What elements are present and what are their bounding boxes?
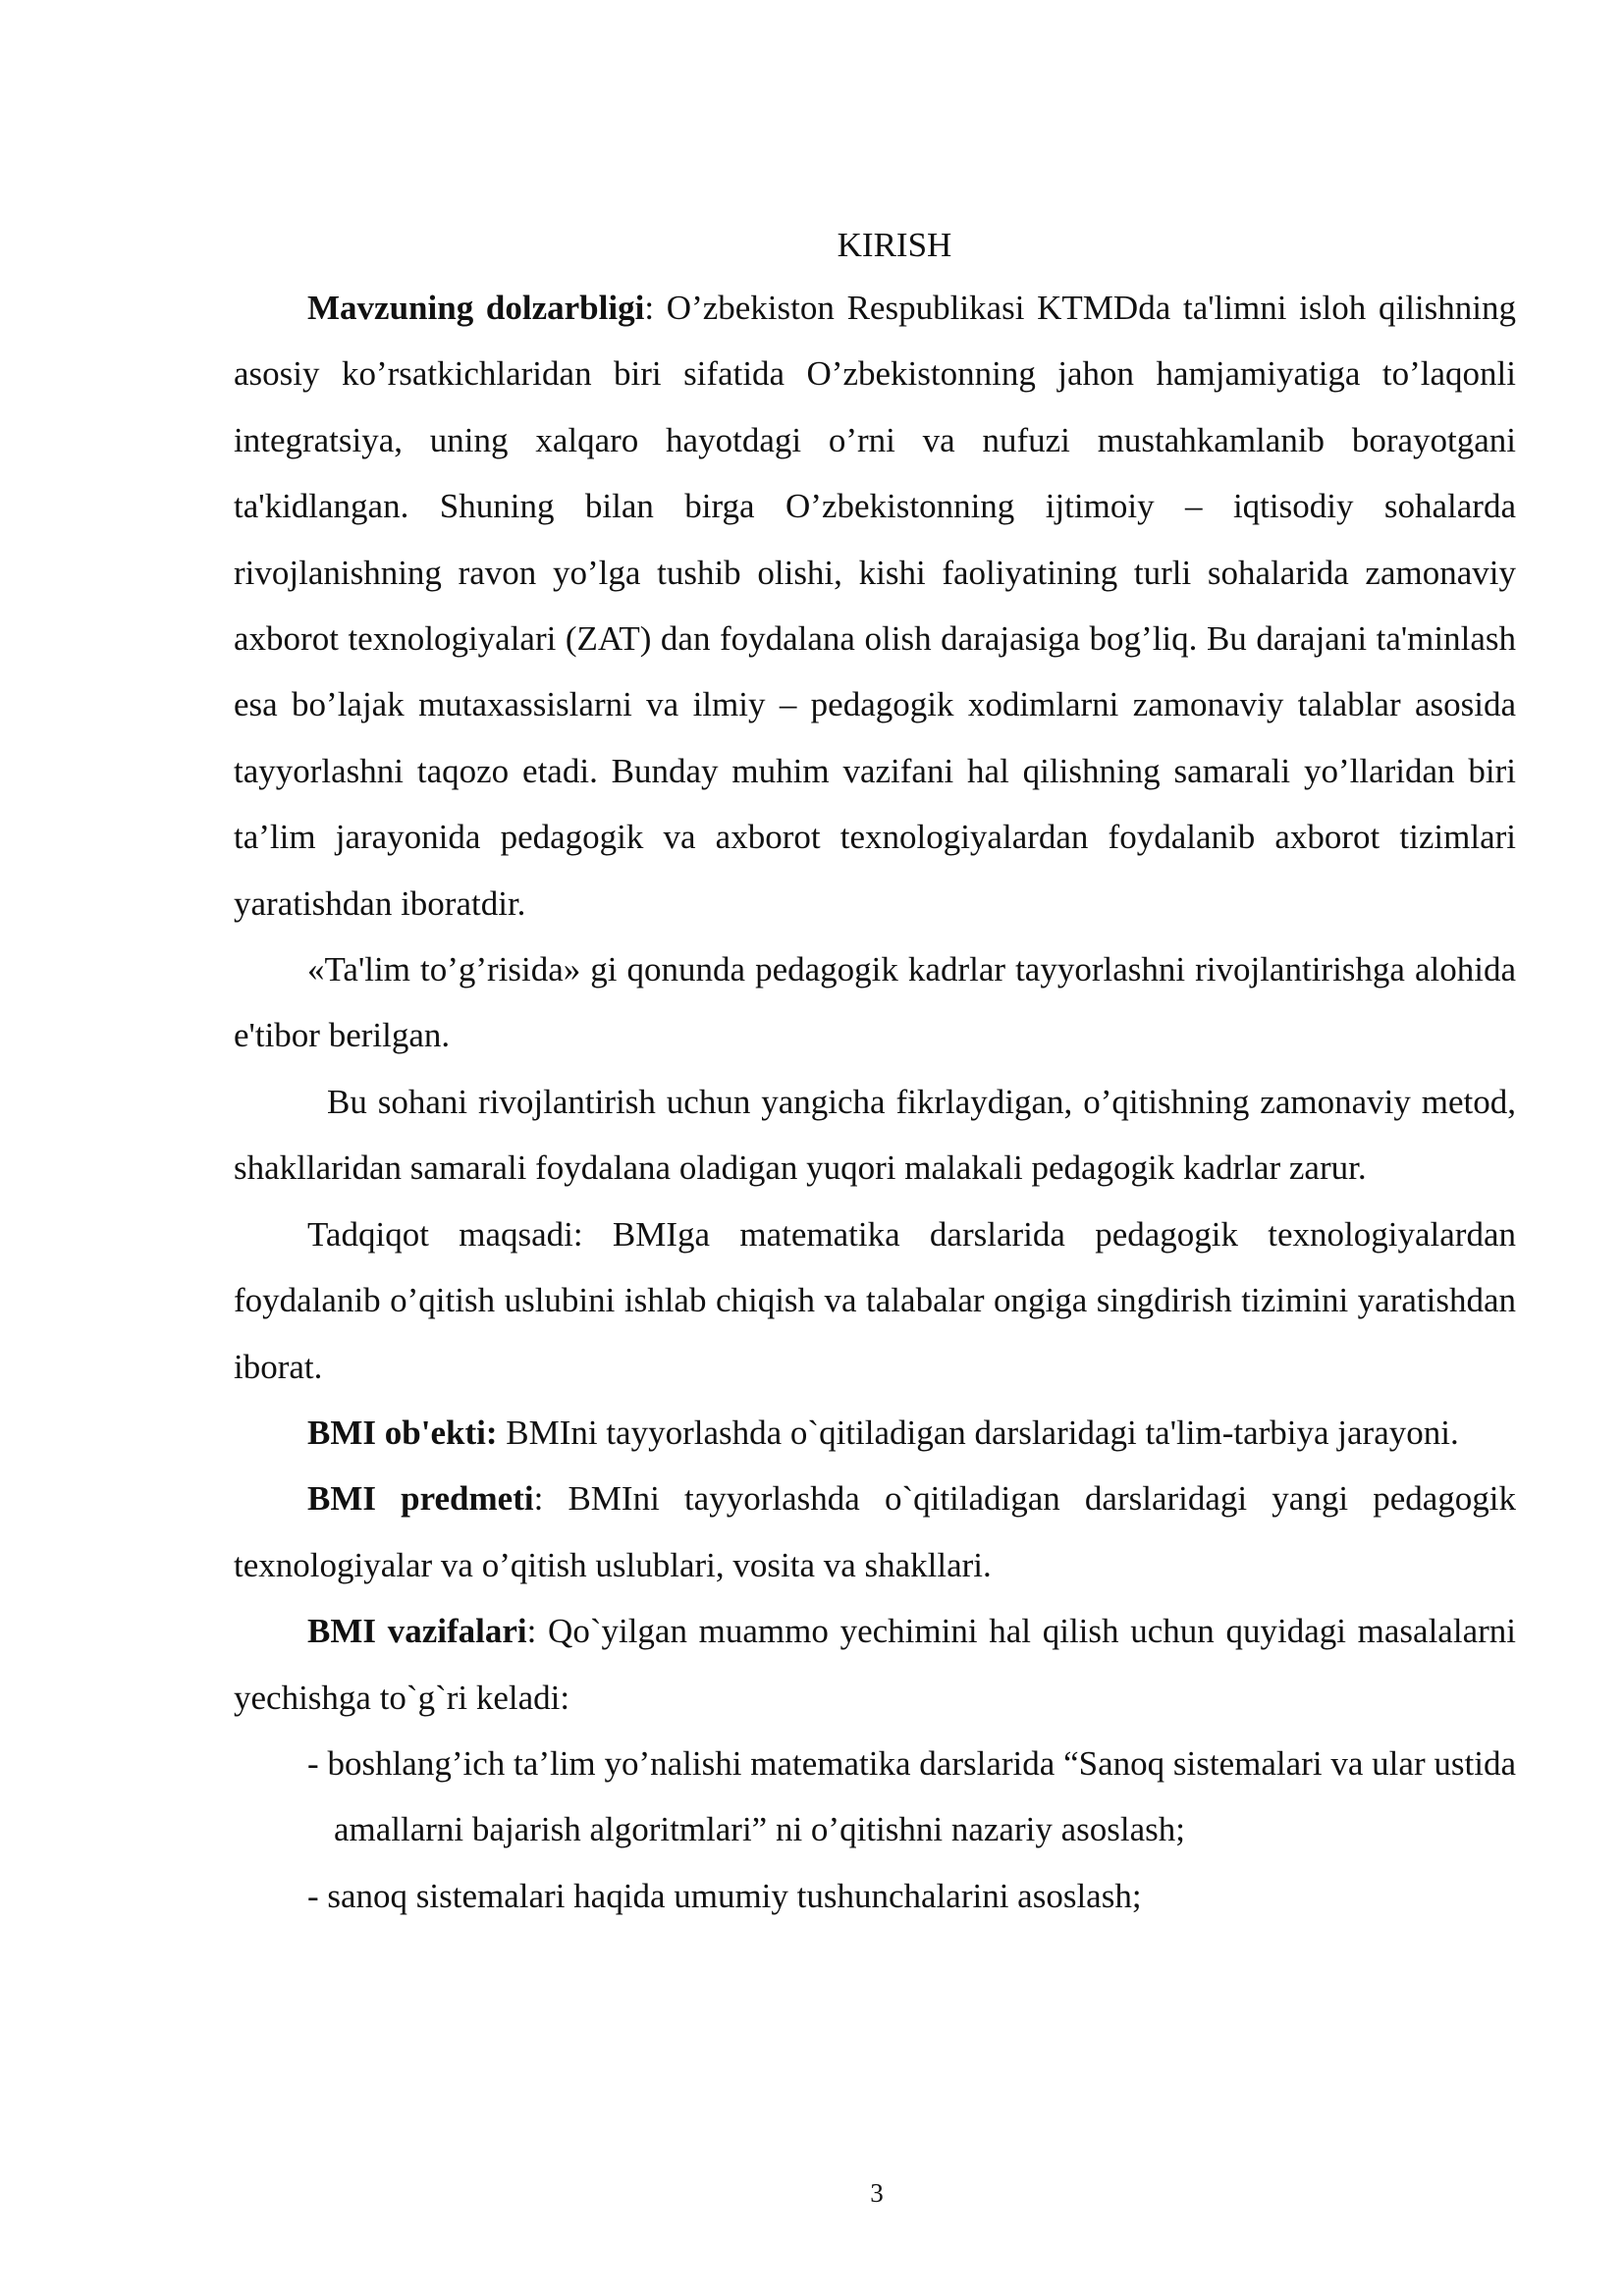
paragraph-lead: Mavzuning dolzarbligi: [307, 289, 645, 327]
paragraph-text: : O’zbekiston Respublikasi KTMDda ta'limni isloh qilishning asosiy ko’rsatkichlaridan biri sifatida O’zbekistonning jahon hamjamiyatiga to’laqonli integratsiya, uning xalqaro hayotdagi o’rni va nufuzi mustahkamlanib borayotgani ta'kidlangan. Shuning bilan birga O’zbekistonning ijtimoiy – iqtisodiy sohalarda rivojlanishning ravon yo’lga tushib olishi, kishi faoliyatining turli sohalarida zamonaviy axborot texnologiyalari (ZAT) dan foydalana olish darajasiga bog’liq. Bu darajani ta'minlash esa bo’lajak mutaxassislarni va ilmiy – pedagogik xodimlarni zamonaviy talablar asosida tayyorlashni taqozo etadi. Bunday muhim vazifani hal qilishning samarali yo’llaridan biri ta’lim jarayonida pedagogik va axborot texnologiyalardan foydalanib axborot tizimlari yaratishdan iboratdir.: [234, 289, 1516, 923]
paragraph-development: Bu sohani rivojlantirish uchun yangicha fikrlaydigan, o’qitishning zamonaviy metod, shakllaridan samarali foydalana oladigan yuqori malakali pedagogik kadrlar zarur.: [234, 1082, 1516, 1188]
paragraph-law: «Ta'lim to’g’risida» gi qonunda pedagogik kadrlar tayyorlashni rivojlantirishga alohida e'tibor berilgan.: [234, 950, 1516, 1055]
page-number: 3: [870, 2178, 884, 2208]
page-heading: KIRISH: [837, 226, 952, 264]
text-body: [234, 216, 1516, 1929]
paragraph-text: BMIni tayyorlashda o`qitiladigan darslaridagi ta'lim-tarbiya jarayoni.: [497, 1413, 1459, 1452]
paragraph-text: : BMIni tayyorlashda o`qitiladigan darslaridagi yangi pedagogik texnologiyalar va o’qitish uslublari, vosita va shakllari.: [234, 1479, 1516, 1584]
paragraph-subject: [234, 1466, 1516, 1598]
paragraph-lead: BMI predmeti: [307, 1479, 534, 1519]
list-item: - sanoq sistemalari haqida umumiy tushunchalarini asoslash;: [307, 1876, 1142, 1915]
paragraph-text: : Qo`yilgan muammo yechimini hal qilish uchun quyidagi masalalarni yechishga to`g`ri keladi:: [234, 1612, 1516, 1717]
paragraph-lead: BMI ob'ekti:: [307, 1413, 498, 1452]
paragraph-tasks: [234, 1598, 1516, 1731]
paragraph-research-goal: Tadqiqot maqsadi: BMIga matematika darslarida pedagogik texnologiyalardan foydalanib o’qitish uslubini ishlab chiqish va talabalar ongiga singdirish tizimini yaratishdan iborat.: [234, 1214, 1516, 1386]
list-item: - boshlang’ich ta’lim yo’nalishi matematika darslarida “Sanoq sistemalari va ular ustida amallarni bajarish algoritmlari” ni o’qitishni nazariy asoslash;: [307, 1743, 1516, 1849]
paragraph-object: [234, 1400, 1516, 1466]
task-list: [234, 1731, 1516, 1929]
paragraph-lead: BMI vazifalari: [307, 1612, 527, 1651]
paragraph-relevance: [234, 275, 1516, 936]
